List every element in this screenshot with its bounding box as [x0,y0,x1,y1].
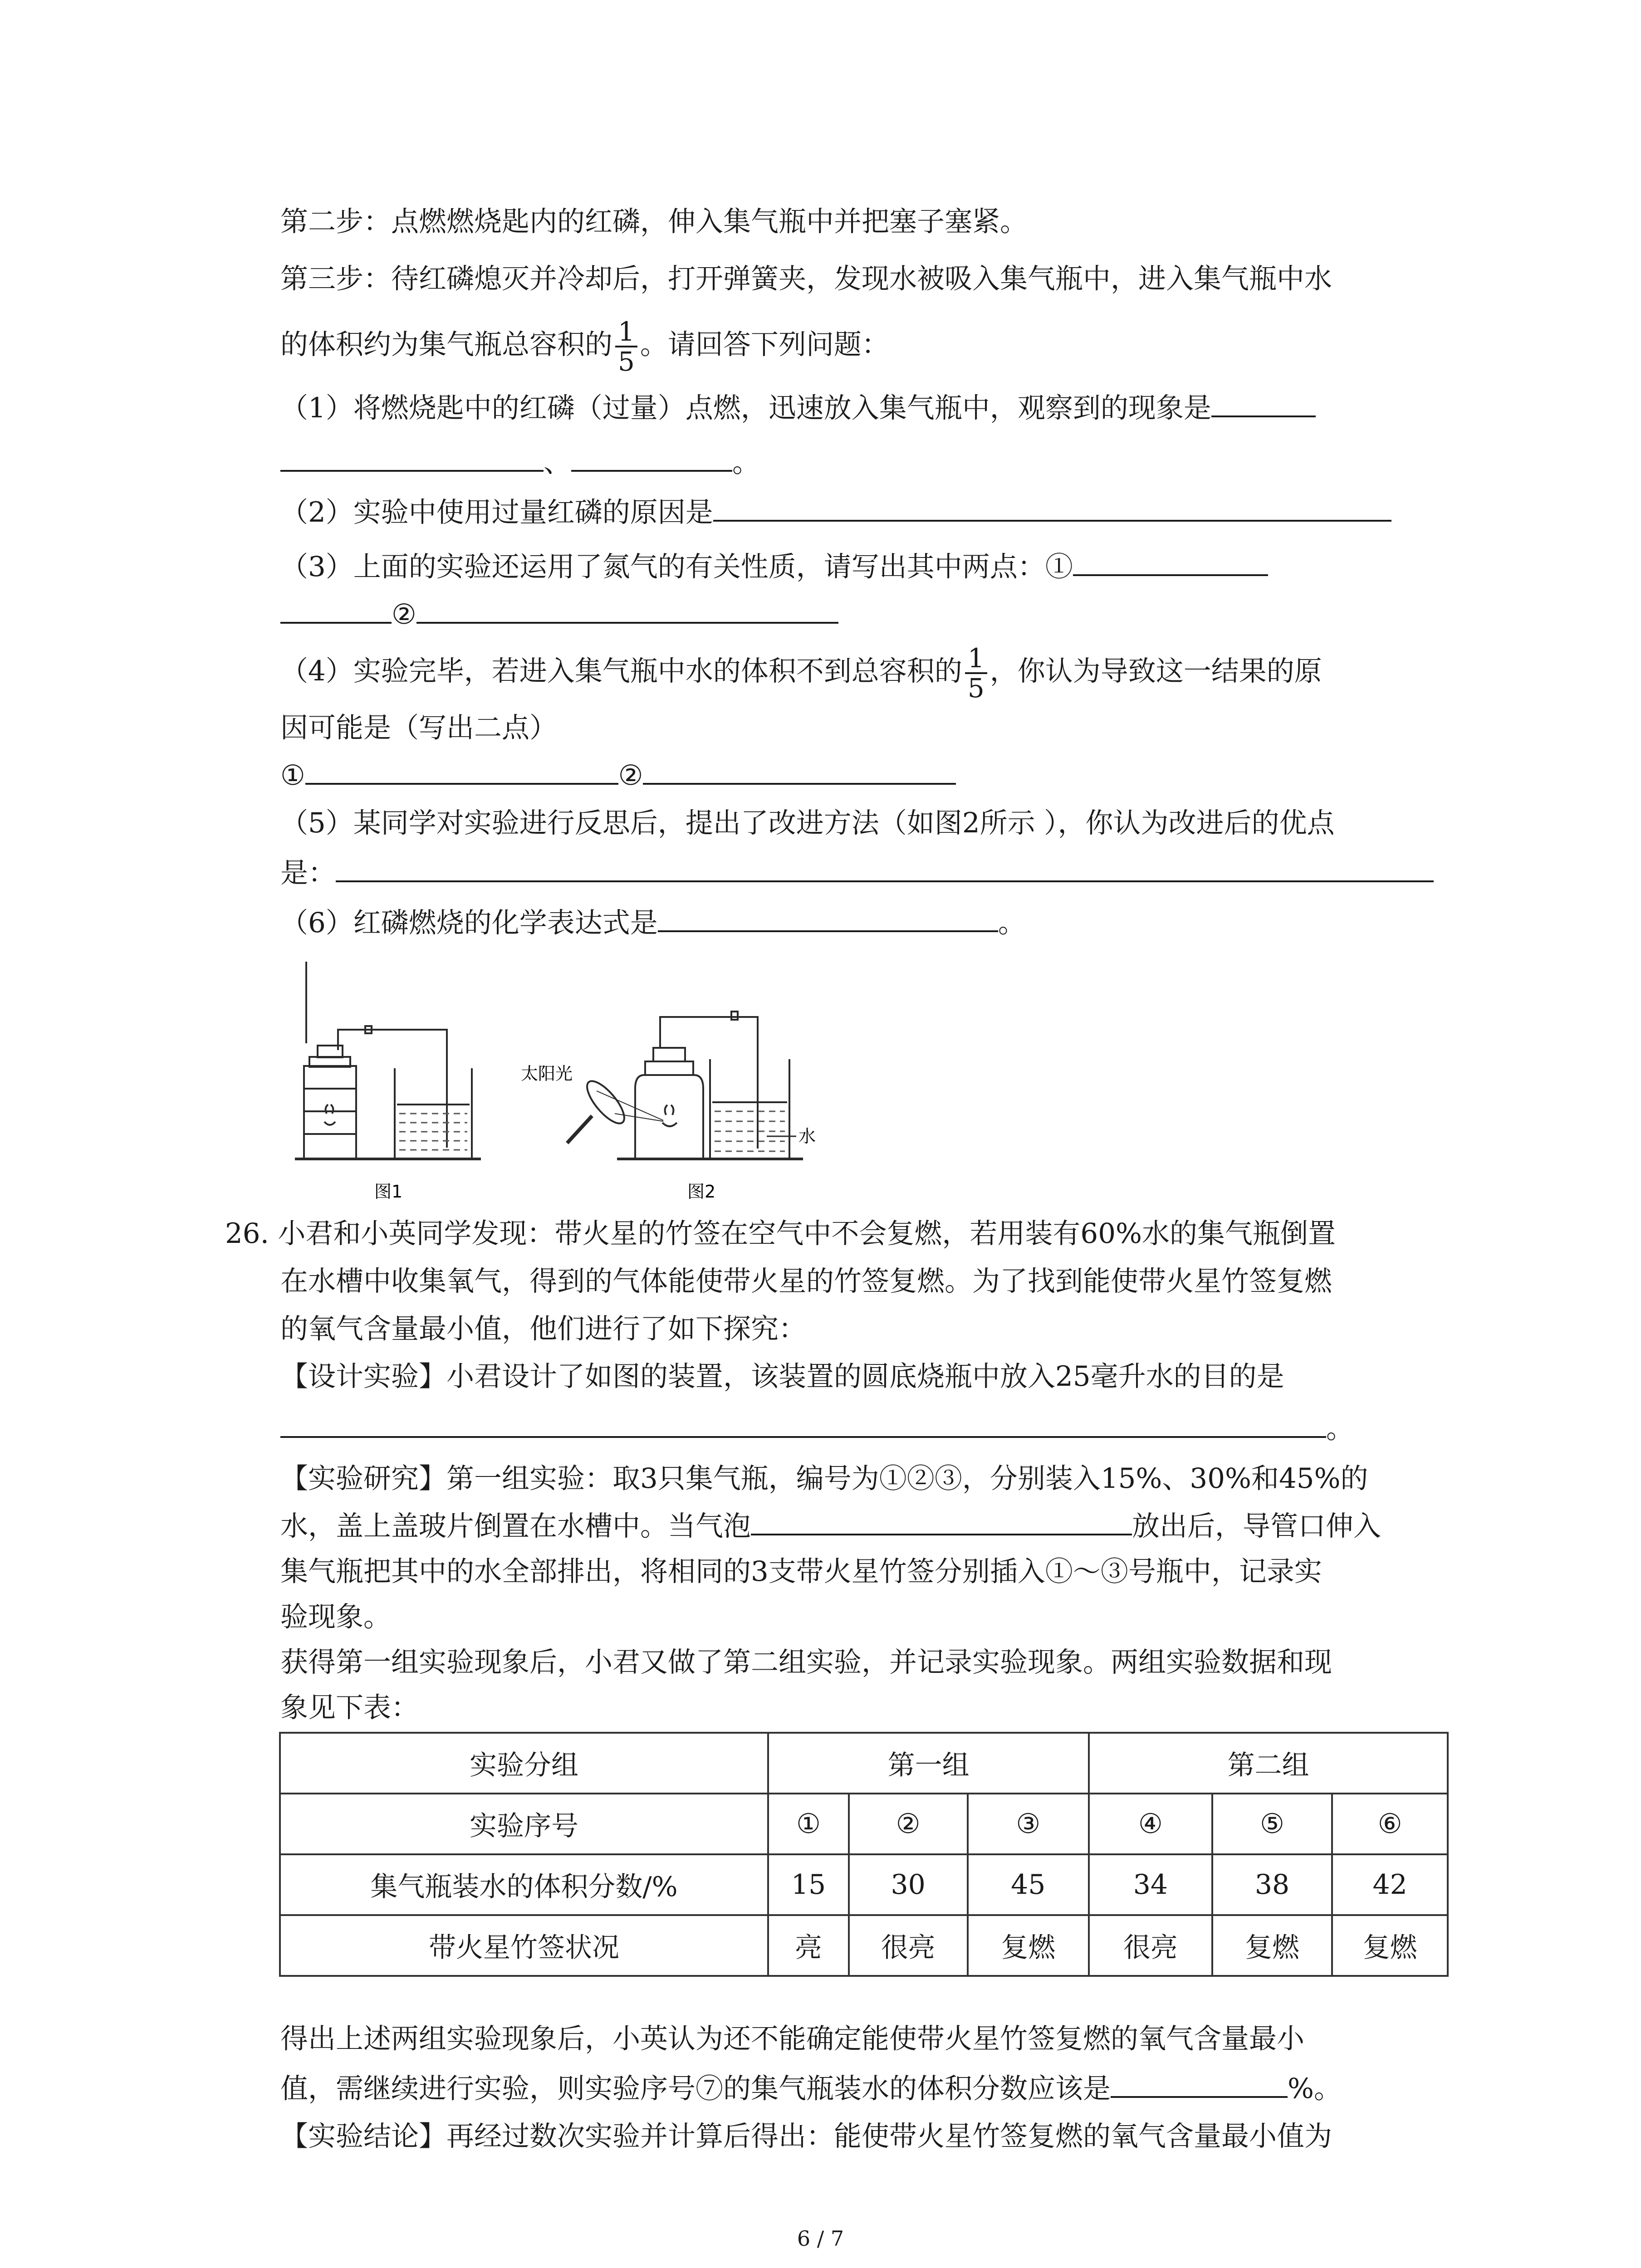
answer-blank[interactable] [280,595,392,624]
text-segment: 的体积约为集气瓶总容积的 [280,328,613,361]
fraction-numerator: 1 [965,644,987,674]
q26-line-3: 的氧气含量最小值，他们进行了如下探究： [280,1313,807,1345]
question-3 [280,547,1268,587]
text-marker: ② [618,759,643,792]
table-cell: ⑤ [1212,1794,1332,1854]
text-marker: ① [280,759,305,792]
text-period: 。 [1326,1413,1354,1445]
q26-line-11: 象见下表： [280,1691,419,1724]
after-line-1: 得出上述两组实验现象后，小英认为还不能确定能使带火星竹签复燃的氧气含量最小 [280,2023,1305,2055]
answer-blank[interactable] [751,1506,1132,1535]
table-cell: ④ [1089,1794,1212,1854]
question-4-answers [280,755,956,796]
apparatus-figures [272,953,926,1207]
fraction-one-fifth [615,318,637,376]
text-line-step3: 第三步：待红磷熄灭并冷却后，打开弹簧夹，发现水被吸入集气瓶中，进入集气瓶中水 [280,263,1332,295]
text-segment: 。请回答下列问题： [640,328,889,361]
question-5-continued [280,853,1434,894]
question-3-text: （3）上面的实验还运用了氮气的有关性质，请写出其中两点：① [280,551,1073,583]
question-2-text: （2）实验中使用过量红磷的原因是 [280,496,713,528]
table-row-label: 实验序号 [280,1794,768,1854]
page-number: 6 / 7 [797,2226,844,2251]
sunlight-label: 太阳光 [521,1064,573,1084]
experiment-data-table [279,1732,1449,1977]
answer-blank[interactable] [658,903,998,932]
table-row-label: 集气瓶装水的体积分数/% [280,1854,768,1915]
question-3-continued [280,594,838,635]
question-1 [280,388,1316,429]
answer-blank[interactable] [305,756,618,785]
table-cell: ⑥ [1332,1794,1448,1854]
figure-1-caption: 图1 [374,1182,403,1202]
q26-line-1: 26. 小君和小英同学发现：带火星的竹签在空气中不会复燃，若用装有60%水的集气瓶倒置 [225,1217,1336,1250]
table-row-label: 带火星竹签状况 [280,1915,768,1976]
answer-blank[interactable] [571,443,732,472]
q26-line-7 [280,1506,1381,1547]
question-4 [280,644,1322,702]
table-cell: 亮 [768,1915,849,1976]
answer-blank[interactable] [1073,547,1268,576]
water-label: 水 [798,1126,816,1146]
question-5-text: 是： [280,857,336,889]
table-cell: ① [768,1794,849,1854]
figure-2-apparatus [567,1012,803,1159]
table-cell: 复燃 [1212,1915,1332,1976]
q26-line-6: 【实验研究】第一组实验：取3只集气瓶，编号为①②③，分别装入15%、30%和45%的 [280,1462,1368,1495]
table-cell: 38 [1212,1854,1332,1915]
text-segment: 水，盖上盖玻片倒置在水槽中。当气泡 [280,1510,751,1542]
q26-line-2: 在水槽中收集氧气，得到的气体能使带火星的竹签复燃。为了找到能使带火星竹签复燃 [280,1265,1332,1297]
question-4-continued: 因可能是（写出二点） [280,712,558,744]
table-header-cell: 实验分组 [280,1733,768,1794]
table-cell: 很亮 [1089,1915,1212,1976]
fraction-numerator: 1 [615,318,637,347]
text-line-volume [280,318,889,376]
table-row [280,1733,1448,1794]
question-5: （5）某同学对实验进行反思后，提出了改进方法（如图2所示 ），你认为改进后的优点 [280,807,1335,839]
table-cell: 42 [1332,1854,1448,1915]
after-line-2 [280,2068,1342,2109]
answer-blank[interactable] [1211,388,1316,417]
q26-line-9: 验现象。 [280,1601,392,1633]
table-header-cell: 第一组 [768,1733,1089,1794]
answer-blank[interactable] [713,493,1391,522]
text-period: 。 [998,907,1026,939]
q26-line-10: 获得第一组实验现象后，小君又做了第二组实验，并记录实验现象。两组实验数据和现 [280,1646,1332,1678]
text-segment: %。 [1288,2072,1342,2105]
question-6-text: （6）红磷燃烧的化学表达式是 [280,907,658,939]
figure-2-water [715,1111,785,1151]
text-segment: 值，需继续进行实验，则实验序号⑦的集气瓶装水的体积分数应该是 [280,2072,1111,2105]
figure-2-caption: 图2 [687,1182,716,1202]
table-cell: 复燃 [968,1915,1089,1976]
figure-1-apparatus [295,962,481,1159]
answer-blank[interactable] [643,756,956,785]
figure-1-water [399,1114,467,1150]
q26-line-5 [280,1408,1354,1449]
q26-line-4: 【设计实验】小君设计了如图的装置，该装置的圆底烧瓶中放入25毫升水的目的是 [280,1360,1284,1393]
after-line-3: 【实验结论】再经过数次实验并计算后得出：能使带火星竹签复燃的氧气含量最小值为 [280,2120,1332,2152]
text-line-step2: 第二步：点燃燃烧匙内的红磷，伸入集气瓶中并把塞子塞紧。 [280,205,1028,238]
answer-blank[interactable] [280,1409,1326,1438]
question-2 [280,492,1391,533]
table-cell: 15 [768,1854,849,1915]
table-cell: 复燃 [1332,1915,1448,1976]
text-period: 。 [732,446,760,479]
q26-line-8: 集气瓶把其中的水全部排出，将相同的3支带火星竹签分别插入①～③号瓶中，记录实 [280,1555,1322,1588]
answer-blank[interactable] [280,443,544,472]
table-cell: ② [849,1794,968,1854]
table-cell: 30 [849,1854,968,1915]
answer-blank[interactable] [1111,2069,1288,2098]
question-1-continued [280,442,760,483]
question-1-text: （1）将燃烧匙中的红磷（过量）点燃，迅速放入集气瓶中，观察到的现象是 [280,392,1211,424]
table-cell: 34 [1089,1854,1212,1915]
question-4-text: （4）实验完毕，若进入集气瓶中水的体积不到总容积的 [280,655,962,688]
answer-blank[interactable] [416,595,838,624]
table-row [280,1854,1448,1915]
text-marker: ② [392,598,416,631]
fraction-denominator: 5 [618,346,635,377]
text-separator: 、 [544,446,572,479]
fraction-denominator: 5 [967,673,985,704]
question-6 [280,903,1026,943]
answer-blank[interactable] [336,853,1434,882]
table-cell: 45 [968,1854,1089,1915]
table-row [280,1915,1448,1976]
table-cell: ③ [968,1794,1089,1854]
table-header-cell: 第二组 [1089,1733,1448,1794]
table-cell: 很亮 [849,1915,968,1976]
text-segment: 放出后，导管口伸入 [1132,1510,1381,1542]
question-4-text: ，你认为导致这一结果的原 [989,655,1322,688]
table-row [280,1794,1448,1854]
fraction-one-fifth [965,644,987,702]
